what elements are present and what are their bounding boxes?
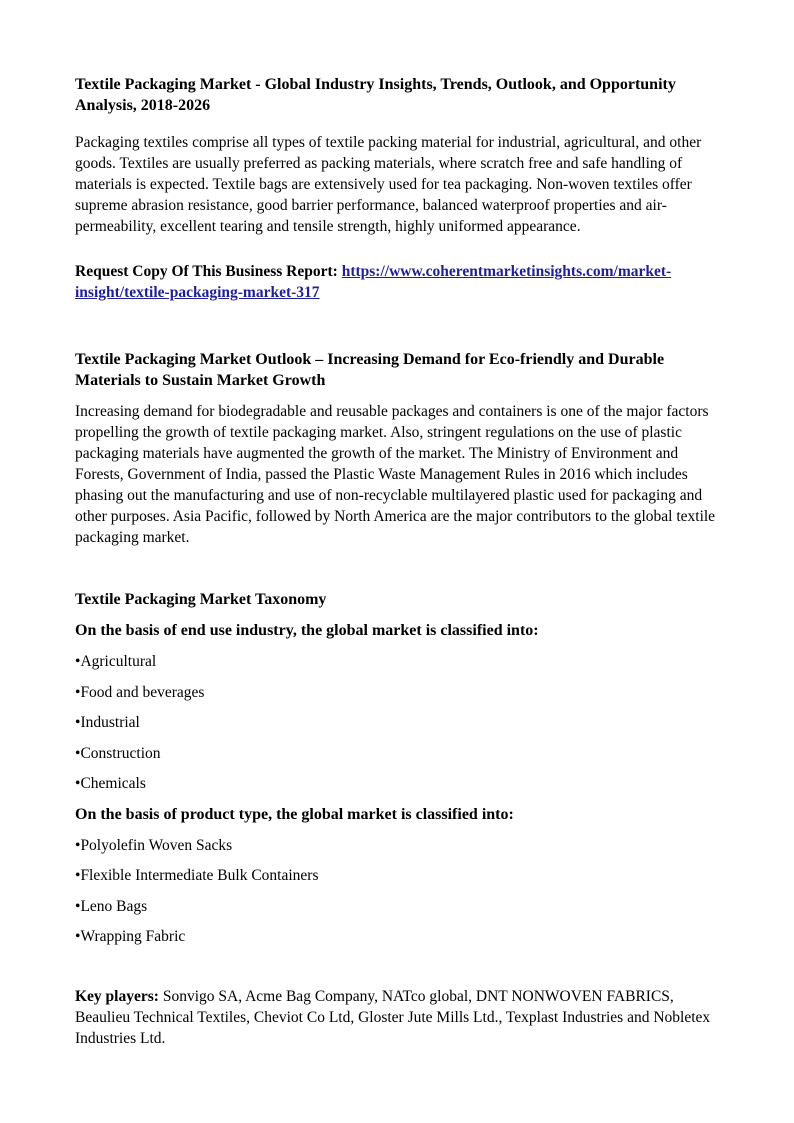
bullet-icon: • bbox=[75, 897, 81, 915]
end-use-item-food-and-beverages: •Food and beverages bbox=[75, 683, 205, 701]
end-use-intro: On the basis of end use industry, the global market is classified into: bbox=[75, 622, 539, 639]
bullet-icon: • bbox=[75, 653, 81, 670]
report-url-link[interactable]: https://www.coherentmarketinsights.com/market-insight/textile-packaging-market-317 bbox=[75, 263, 672, 301]
request-copy-label: Request Copy Of This Business Report: bbox=[75, 263, 342, 280]
bullet-icon: • bbox=[75, 836, 81, 854]
product-type-item-fibc: •Flexible Intermediate Bulk Containers bbox=[75, 867, 319, 884]
key-players-paragraph bbox=[75, 986, 720, 1049]
product-type-item-leno-bags: •Leno Bags bbox=[75, 897, 148, 915]
end-use-item-construction: •Construction bbox=[75, 744, 161, 762]
bullet-icon: • bbox=[75, 683, 81, 701]
end-use-item-chemicals: •Chemicals bbox=[75, 775, 146, 792]
bullet-icon: • bbox=[75, 867, 81, 884]
outlook-heading: Textile Packaging Market Outlook – Increasing Demand for Eco-friendly and Durable Materials to Sustain Market Growth bbox=[75, 351, 665, 389]
taxonomy-heading: Textile Packaging Market Taxonomy bbox=[75, 591, 327, 608]
product-type-item-polyolefin-woven-sacks: •Polyolefin Woven Sacks bbox=[75, 836, 233, 854]
request-copy-line bbox=[75, 261, 720, 303]
product-type-item-wrapping-fabric: •Wrapping Fabric bbox=[75, 928, 186, 945]
bullet-icon: • bbox=[75, 928, 81, 945]
end-use-item-industrial: •Industrial bbox=[75, 714, 140, 731]
end-use-item-agricultural: •Agricultural bbox=[75, 653, 157, 670]
intro-paragraph: Packaging textiles comprise all types of textile packing material for industrial, agricultural, and other goods. Textiles are usually preferred as packing materials, where scratch free and safe handling of materials is expected. Textile bags are extensively used for tea packaging. Non-woven textiles offer supreme abrasion resistance, good barrier performance, balanced waterproof properties and air-permeability, excellent tearing and tensile strength, highly uniformed appearance. bbox=[75, 134, 702, 235]
key-players-label: Key players: bbox=[75, 988, 159, 1005]
product-type-intro: On the basis of product type, the global market is classified into: bbox=[75, 805, 514, 823]
outlook-paragraph: Increasing demand for biodegradable and reusable packages and containers is one of the major factors propelling the growth of textile packaging market. Also, stringent regulations on the use of plastic packaging materials have augmented the growth of the market. The Ministry of Environment and Forests, Government of India, passed the Plastic Waste Management Rules in 2016 which includes phasing out the manufacturing and use of non-recyclable multilayered plastic used for packaging and other purposes. Asia Pacific, followed by North America are the major contributors to the global textile packaging market. bbox=[75, 403, 716, 546]
bullet-icon: • bbox=[75, 744, 81, 762]
document-title: Textile Packaging Market - Global Industry Insights, Trends, Outlook, and Opportunity Analysis, 2018-2026 bbox=[75, 76, 676, 114]
bullet-icon: • bbox=[75, 714, 81, 731]
key-players-list: Sonvigo SA, Acme Bag Company, NATco global, DNT NONWOVEN FABRICS, Beaulieu Technical Textiles, Cheviot Co Ltd, Gloster Jute Mills Ltd., Texplast Industries and Nobletex Industries Ltd. bbox=[75, 988, 711, 1047]
bullet-icon: • bbox=[75, 775, 81, 792]
